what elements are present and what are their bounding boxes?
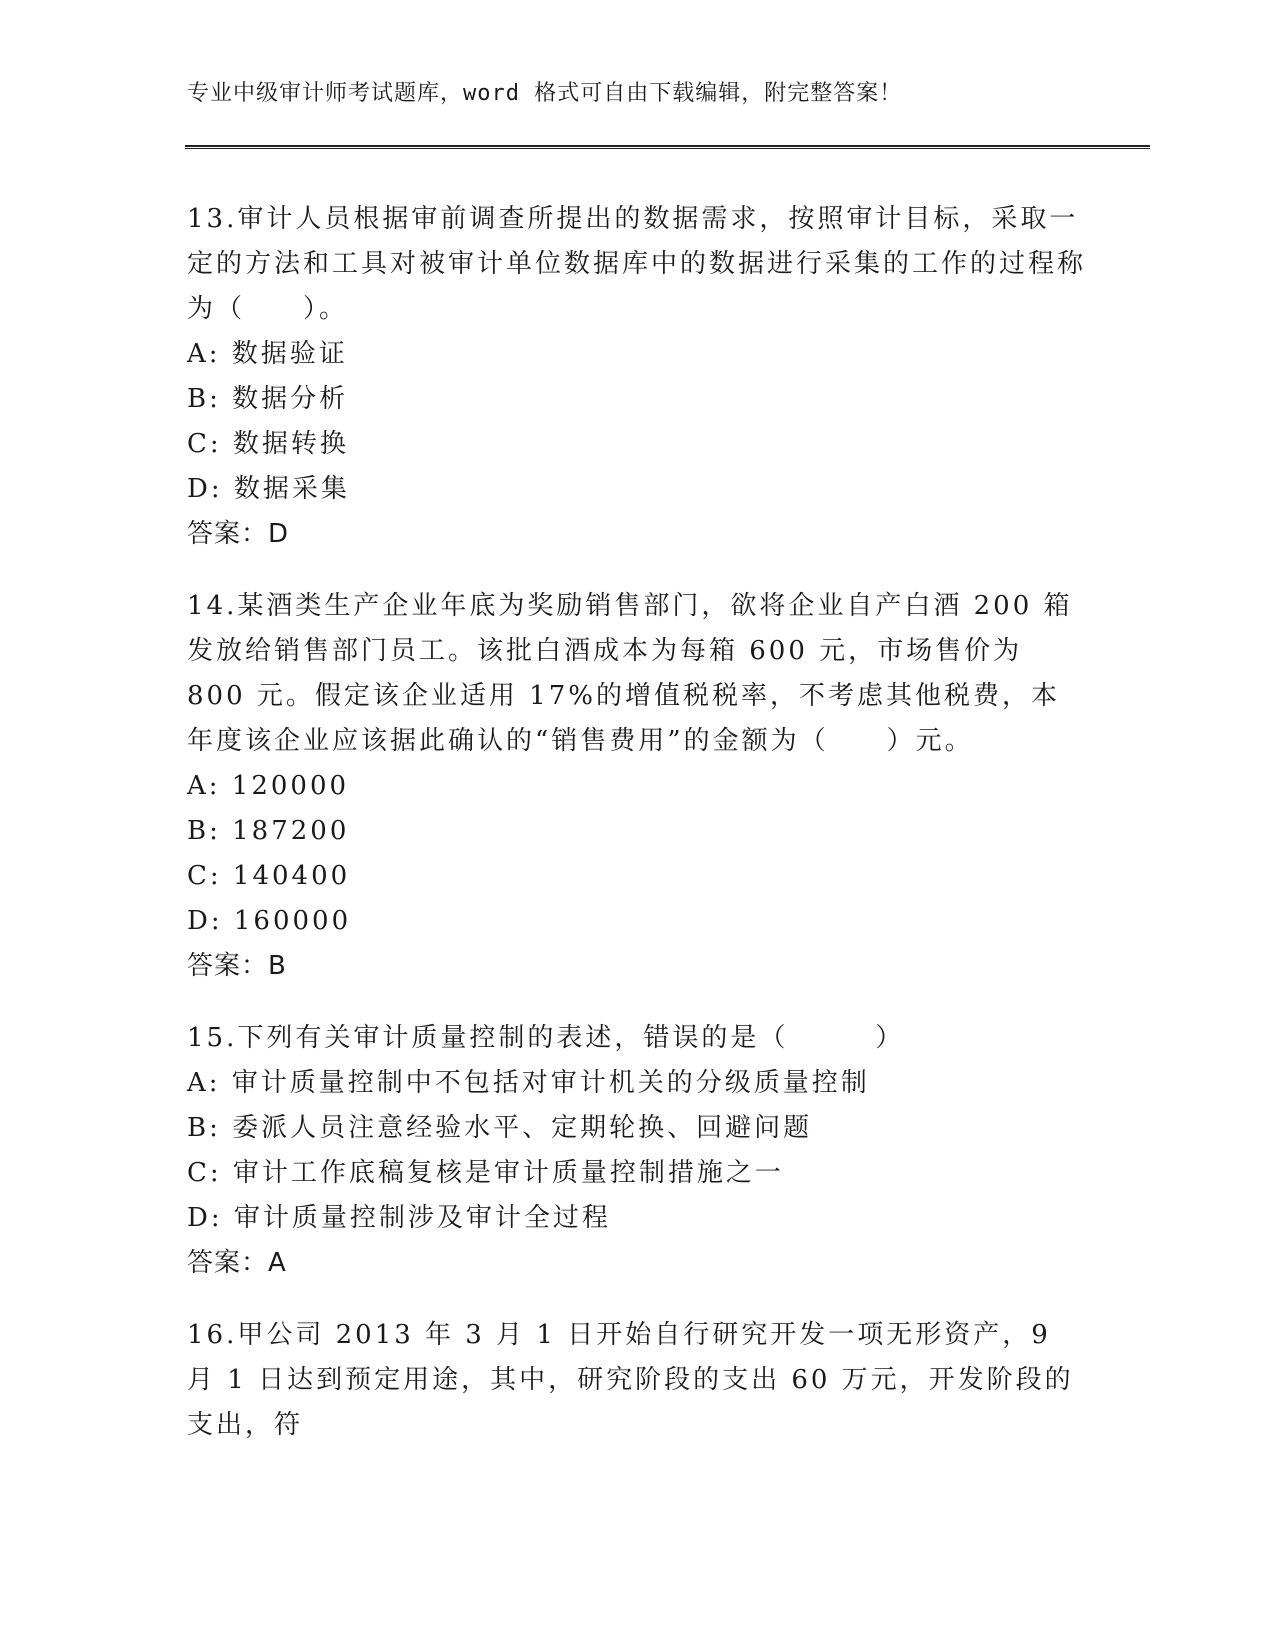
question-13 <box>187 197 1087 557</box>
question-list <box>187 197 1087 1475</box>
option-b: B: 数据分析 <box>187 384 349 414</box>
question-14 <box>187 584 1087 989</box>
answer-line: 答案：A <box>187 1248 287 1278</box>
option-b: B: 委派人员注意经验水平、定期轮换、回避问题 <box>187 1113 813 1143</box>
answer-line: 答案：B <box>187 951 287 981</box>
question-stem: 13.审计人员根据审前调查所提出的数据需求，按照审计目标，采取一定的方法和工具对被审计单位数据库中的数据进行采集的工作的过程称为（ ）。 <box>187 204 1087 324</box>
header-divider <box>185 145 1150 149</box>
option-c: C: 数据转换 <box>187 429 349 459</box>
option-d: D: 数据采集 <box>187 474 350 504</box>
option-d: D: 审计质量控制涉及审计全过程 <box>187 1203 611 1233</box>
option-c: C: 审计工作底稿复核是审计质量控制措施之一 <box>187 1158 784 1188</box>
option-c: C: 140400 <box>187 861 351 891</box>
option-b: B: 187200 <box>187 816 350 846</box>
option-a: A: 数据验证 <box>187 339 348 369</box>
answer-line: 答案：D <box>187 519 290 549</box>
question-stem: 14.某酒类生产企业年底为奖励销售部门，欲将企业自产白酒 200 箱发放给销售部门员工。该批白酒成本为每箱 600 元，市场售价为 800 元。假定该企业适用 17%的增值税税率，不考虑其他税费，本年度该企业应该据此确认的“销售费用”的金额为（ ）元。 <box>187 591 1073 756</box>
question-stem: 16.甲公司 2013 年 3 月 1 日开始自行研究开发一项无形资产，9 月 1 日达到预定用途，其中，研究阶段的支出 60 万元，开发阶段的支出，符 <box>187 1320 1074 1440</box>
question-16 <box>187 1313 1087 1448</box>
page-header: 专业中级审计师考试题库，word 格式可自由下载编辑，附完整答案！ <box>187 81 903 106</box>
option-a: A: 审计质量控制中不包括对审计机关的分级质量控制 <box>187 1068 870 1098</box>
question-stem: 15.下列有关审计质量控制的表述，错误的是（ ） <box>187 1023 905 1053</box>
question-15 <box>187 1016 1087 1286</box>
option-a: A: 120000 <box>187 771 350 801</box>
option-d: D: 160000 <box>187 906 352 936</box>
